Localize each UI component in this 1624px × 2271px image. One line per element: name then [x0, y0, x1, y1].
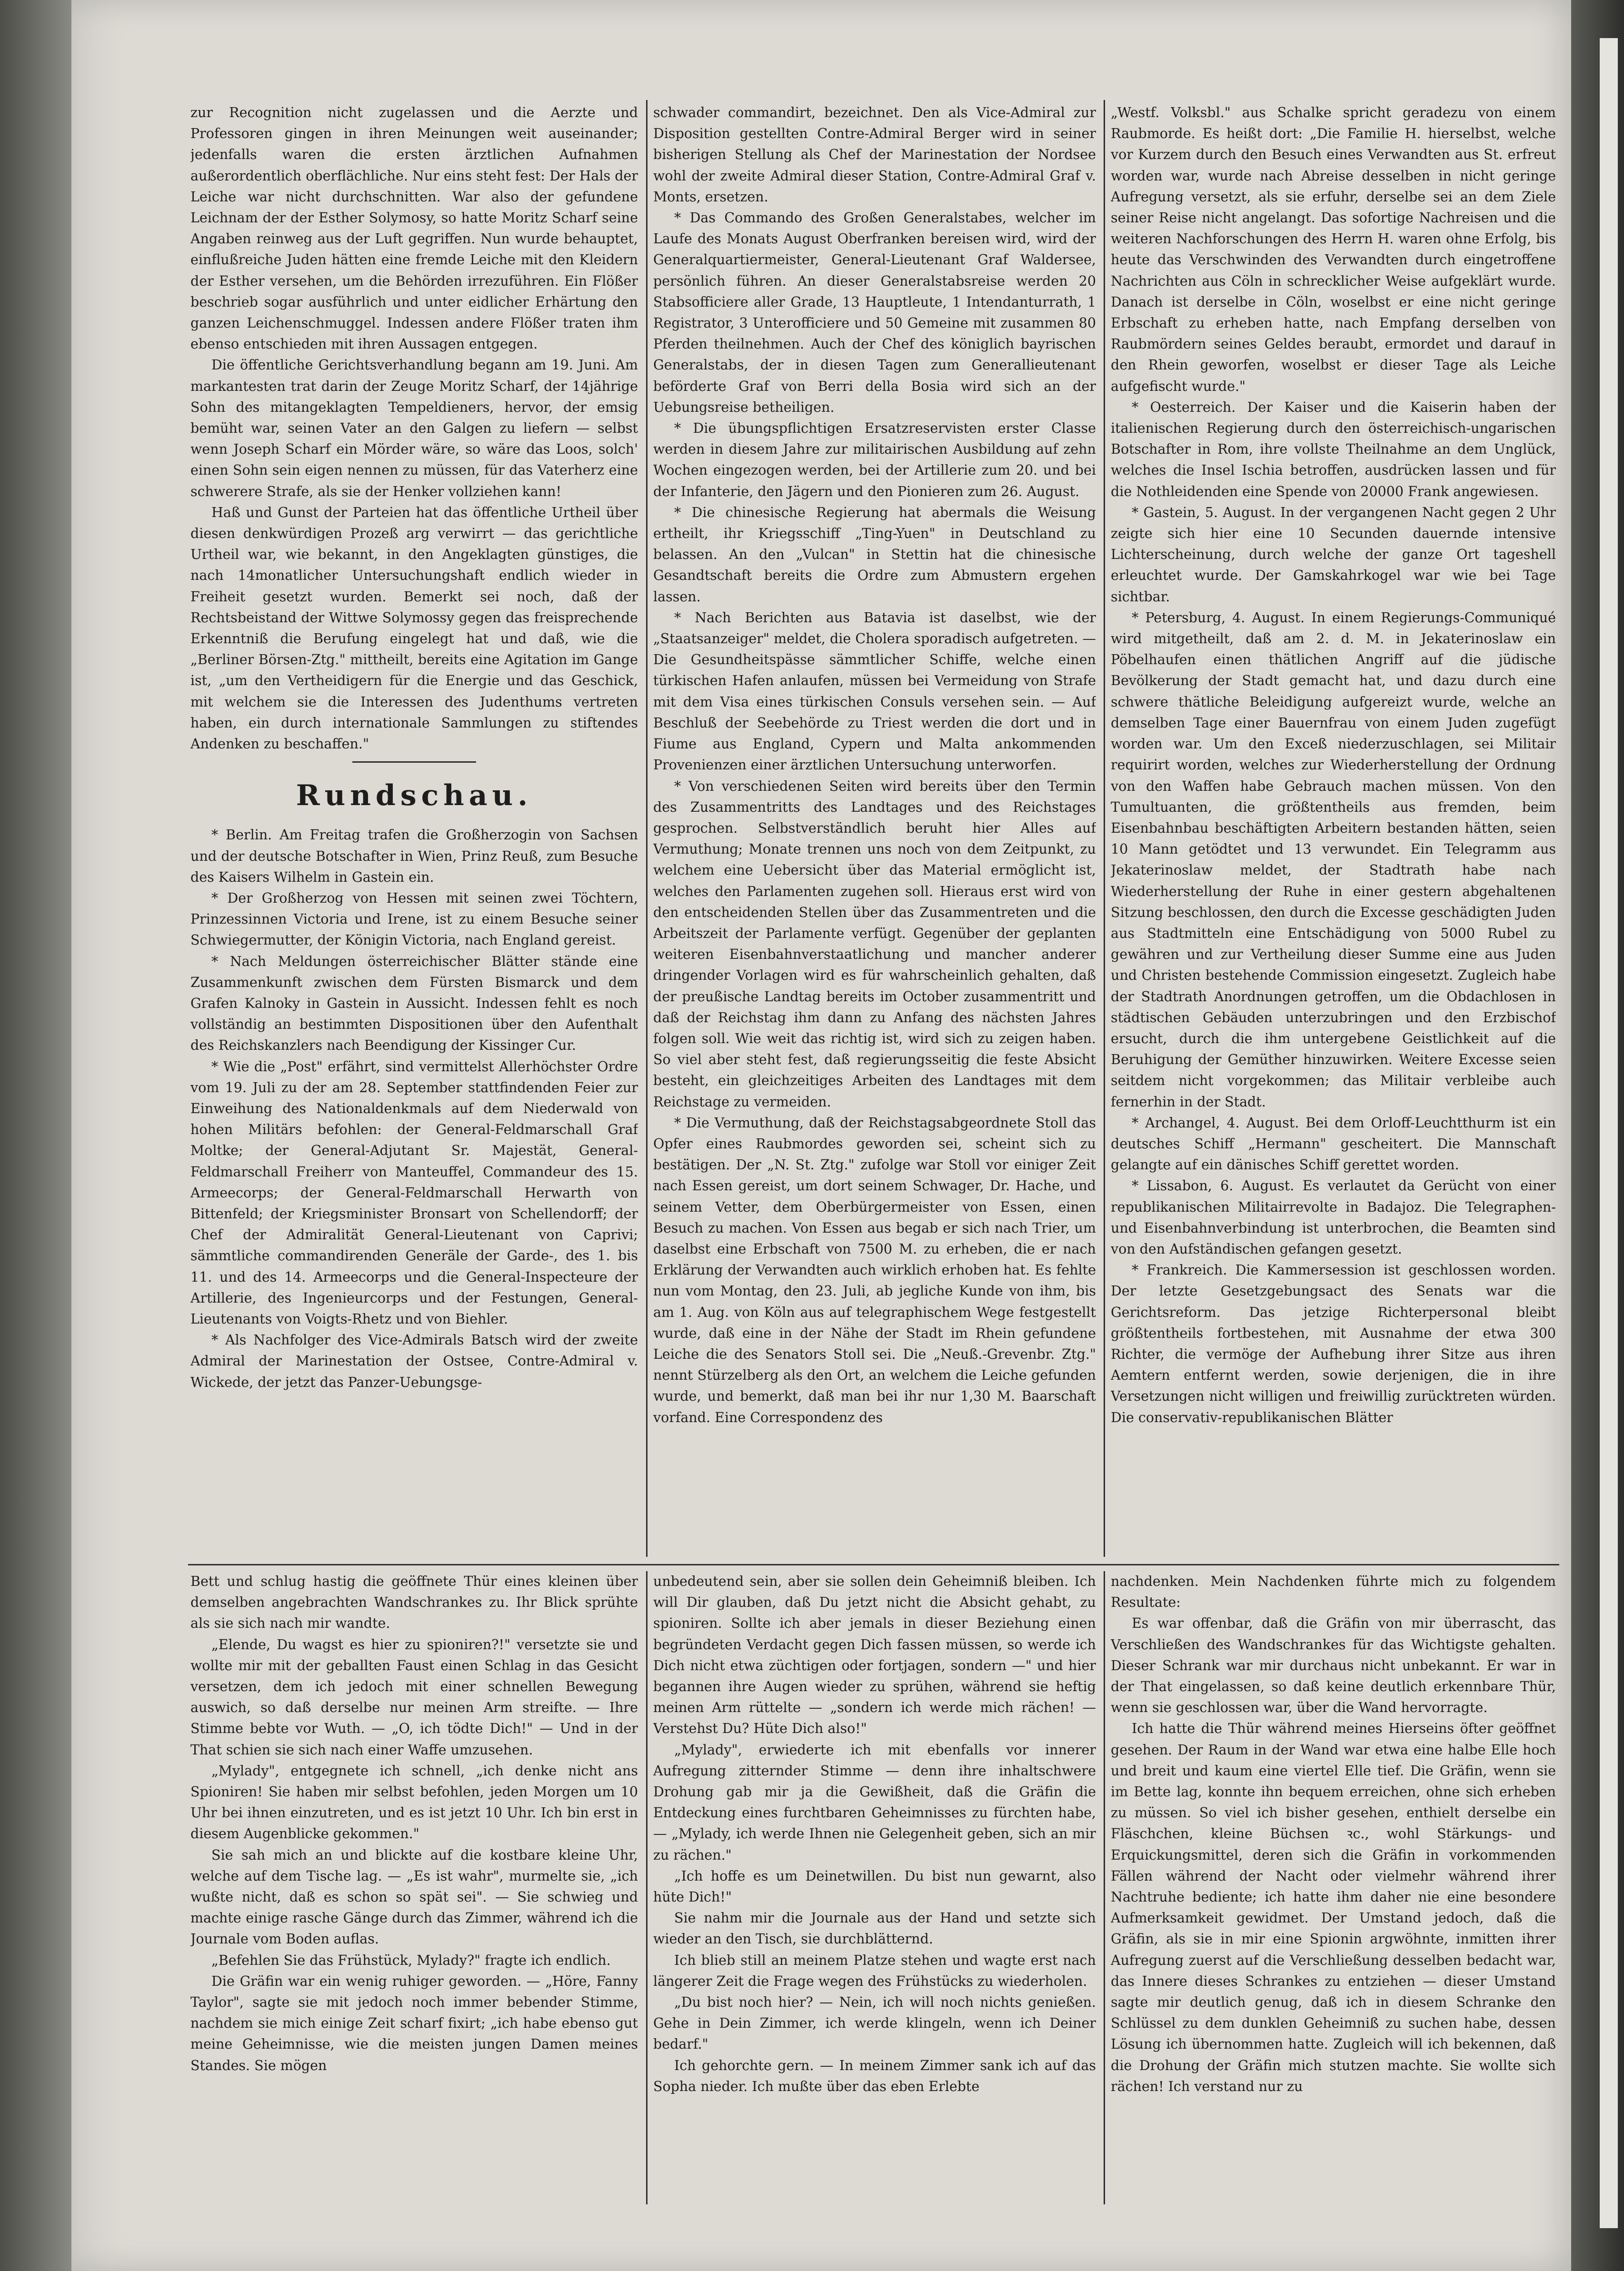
paragraph: „Elende, Du wagst es hier zu spioniren?!" versetzte sie und wollte mir mit der geballten Faust einen Schlag in das Gesicht versetzen, dem ich jedoch mit einer schnellen Bewegung auswich, so daß derselbe nur meinen Arm streifte. — Ihre Stimme bebte vor Wuth. — „O, ich tödte Dich!" — Und in der That schien sie sich nach einer Waffe umzusehen.	[190, 1636, 638, 1758]
paragraph: Die öffentliche Gerichtsverhandlung begann am 19. Juni. Am markantesten trat darin der Zeuge Moritz Scharf, der 14jährige Sohn des mitangeklagten Tempeldieners, hervor, der emsig bemüht war, seinen Vater an den Galgen zu liefern — selbst wenn Joseph Scharf ein Mörder wäre, so wäre das Loos, solch' einen Sohn sein eigen nennen zu müssen, für das Vaterherz eine schwerere Strafe, als sie der Henker vollziehen kann!	[190, 357, 638, 499]
paragraph: „Du bist noch hier? — Nein, ich will noch nichts genießen. Gehe in Dein Zimmer, ich werde klingeln, wenn ich Deiner bedarf."	[653, 1994, 1096, 2052]
paragraph: * Nach Berichten aus Batavia ist daselbst, wie der „Staatsanzeiger" meldet, die Cholera sporadisch aufgetreten. — Die Gesundheitspässe sämmtlicher Schiffe, welche einen türkischen Hafen anlaufen, müssen bei Vermeidung von Strafe mit dem Visa eines türkischen Consuls versehen sein. — Auf Beschluß der Seebehörde zu Triest werden die dort und in Fiume aus England, Cypern und Malta ankommenden Provenienzen einer ärztlichen Untersuchung unterworfen.	[653, 609, 1096, 773]
paragraph: * Die chinesische Regierung hat abermals die Weisung ertheilt, ihr Kriegsschiff „Ting-Yuen" in Deutschland zu belassen. An den „Vulcan" in Stettin hat die chinesische Gesandtschaft bereits die Ordre zum Abmustern ergehen lassen.	[653, 504, 1096, 605]
paragraph: Die Gräfin war ein wenig ruhiger geworden. — „Höre, Fanny Taylor", sagte sie mit jedoch noch immer bebender Stimme, nachdem sie mich einige Zeit scharf fixirt; „ich habe ebenso gut meine Geheimnisse, wie die meisten jungen Damen meines Standes. Sie mögen	[190, 1973, 638, 2073]
section-heading: Rundschau.	[296, 779, 533, 813]
paragraph: Haß und Gunst der Parteien hat das öffentliche Urtheil über diesen denkwürdigen Prozeß arg verwirrt — das gerichtliche Urtheil war, wie bekannt, in den Angeklagten günstiges, die nach 14monatlicher Untersuchungshaft endlich wieder in Freiheit gesetzt wurden. Bemerkt sei noch, daß der Rechtsbeistand der Wittwe Solymossy gegen das freisprechende Erkenntniß die Berufung eingelegt hat und daß, wie die „Berliner Börsen-Ztg." mittheilt, bereits eine Agitation im Gange ist, „um den Vertheidigern für die Energie und das Geschick, mit welchem sie die Interessen des Judenthums vertreten haben, ein durch internationale Sammlungen zu stiftendes Andenken zu beschaffen."	[190, 504, 638, 752]
paragraph: „Mylady", erwiederte ich mit ebenfalls vor innerer Aufregung zitternder Stimme — denn ihre inhaltschwere Drohung gab mir ja die Gewißheit, daß die Gräfin die Entdeckung eines furchtbaren Geheimnisses zu fürchten habe, — „Mylady, ich werde Ihnen nie Gelegenheit geben, sich an mir zu rächen."	[653, 1742, 1096, 1863]
paragraph: * Frankreich. Die Kammersession ist geschlossen worden. Der letzte Gesetzgebungsact des Senats war die Gerichtsreform. Das jetzige Richterpersonal bleibt größtentheils fortbestehen, mit Ausnahme der etwa 300 Richter, die vermöge der Aufhebung ihrer Sitze aus ihren Aemtern entfernt werden, sowie derjenigen, die in ihre Versetzungen nicht willigen und freiwillig zurücktreten würden. Die conservativ-republikanischen Blätter	[1111, 1262, 1556, 1425]
paragraph: Ich hatte die Thür während meines Hierseins öfter geöffnet gesehen. Der Raum in der Wand war etwa eine halbe Elle hoch und breit und kaum eine viertel Elle tief. Die Gräfin, wenn sie im Bette lag, konnte ihn bequem erreichen, ohne sich erheben zu müssen. So viel ich bisher gesehen, enthielt derselbe ein Fläschchen, kleine Büchsen ꝛc., wohl Stärkungs- und Erquickungsmittel, deren sich die Gräfin in vorkommenden Fällen während der Nacht oder vielmehr während ihrer Nachtruhe bediente; ich hatte ihm daher nie eine besondere Aufmerksamkeit gewidmet. Der Umstand jedoch, daß die Gräfin, als sie in mir eine Spionin argwöhnte, inmitten ihrer Aufregung zuerst auf die Verschließung desselben bedacht war, das Innere dieses Schrankes zu entziehen — dieser Umstand sagte mir deutlich genug, daß ich in diesem Schranke den Schlüssel zu dem dunklen Geheimniß zu suchen habe, dessen Lösung ich übernommen hatte. Zugleich will ich bekennen, daß die Drohung der Gräfin mich stutzen machte. Sie wollte sich rächen! Ich verstand nur zu	[1111, 1721, 1556, 2094]
paragraph: * Die übungspflichtigen Ersatzreservisten erster Classe werden in diesem Jahre zur militairischen Ausbildung auf zehn Wochen eingezogen werden, bei der Artillerie zum 20. und bei der Infanterie, den Jägern und den Pionieren zum 26. August.	[653, 420, 1096, 499]
paragraph: * Das Commando des Großen Generalstabes, welcher im Laufe des Monats August Oberfranken bereisen wird, wird der Generalquartiermeister, General-Lieutenant Graf Waldersee, persönlich führen. An dieser Generalstabsreise werden 20 Stabsofficiere aller Grade, 13 Hauptleute, 1 Intendanturrath, 1 Registrator, 3 Unterofficiere und 50 Gemeine mit zusammen 80 Pferden theilnehmen. Auch der Chef des königlich bayrischen Generalstabs, der in diesen Tagen zum Generallieutenant beförderte Graf von Berri della Bosia wird sich an der Uebungsreise betheiligen.	[653, 210, 1096, 415]
paragraph: * Als Nachfolger des Vice-Admirals Batsch wird der zweite Admiral der Marinestation der Ostsee, Contre-Admiral v. Wickede, der jetzt das Panzer-Uebungsge-	[190, 1332, 638, 1390]
news-column-1	[190, 102, 638, 1557]
paragraph: * Gastein, 5. August. In der vergangenen Nacht gegen 2 Uhr zeigte sich hier eine 10 Secunden dauernde intensive Lichterscheinung, durch welche der ganze Ort tageshell erleuchtet wurde. Der Gamskahrkogel war wie bei Tage sichtbar.	[1111, 504, 1556, 605]
scan-margin-left	[0, 0, 71, 2271]
paragraph: * Lissabon, 6. August. Es verlautet da Gerücht von einer republikanischen Militairrevolte in Badajoz. Die Telegraphen- und Eisenbahnverbindung ist unterbrochen, die Beamten sind von den Aufständischen gefangen gesetzt.	[1111, 1178, 1556, 1257]
scan-margin-right	[1571, 0, 1624, 2271]
paragraph: schwader commandirt, bezeichnet. Den als Vice-Admiral zur Disposition gestellten Contre-Admiral Berger wird in seiner bisherigen Stellung als Chef der Marinestation der Nordsee wohl der zweite Admiral dieser Station, Contre-Admiral Graf v. Monts, ersetzen.	[653, 105, 1096, 205]
heading-rule	[352, 761, 476, 763]
paragraph: * Nach Meldungen österreichischer Blätter stände eine Zusammenkunft zwischen dem Fürsten Bismarck und dem Grafen Kalnoky in Gastein in Aussicht. Indessen fehlt es noch vollständig an bestimmten Dispositionen über den Aufenthalt des Reichskanzlers nach Beendigung der Kissinger Cur.	[190, 953, 638, 1054]
paragraph: Ich blieb still an meinem Platze stehen und wagte erst nach längerer Zeit die Frage wegen des Frühstücks zu wiederholen.	[653, 1952, 1096, 1989]
paragraph: * Berlin. Am Freitag trafen die Großherzogin von Sachsen und der deutsche Botschafter in Wien, Prinz Reuß, zum Besuche des Kaisers Wilhelm in Gastein ein.	[190, 827, 638, 885]
paragraph: * Petersburg, 4. August. In einem Regierungs-Communiqué wird mitgetheilt, daß am 2. d. M. in Jekaterinoslaw ein Pöbelhaufen einen thätlichen Angriff auf die jüdische Bevölkerung der Stadt gemacht hat, und dazu durch eine schwere thätliche Beleidigung aufgereizt wurde, welche an demselben Tage einer Bauernfrau von einem Juden zugefügt worden war. Um den Exceß niederzuschlagen, sei Militair requirirt worden, welches zur Wiederherstellung der Ordnung von den Waffen habe Gebrauch machen müssen. Von den Tumultuanten, die größtentheils aus fremden, beim Eisenbahnbau beschäftigten Arbeitern bestanden hätten, seien 10 Mann getödtet und 13 verwundet. Ein Telegramm aus Jekaterinoslaw meldet, der Stadtrath habe nach Wiederherstellung der Ruhe in einer gestern abgehaltenen Sitzung beschlossen, den durch die Excesse geschädigten Juden aus Stadtmitteln eine Entschädigung von 5000 Rubel zu gewähren und zur Vertheilung dieser Summe eine aus Juden und Christen bestehende Commission eingesetzt. Zugleich habe der Stadtrath Anordnungen getroffen, um die Obdachlosen in städtischen Gebäuden unterzubringen und den Erzbischof ersucht, durch die ihm untergebene Geistlichkeit auf die Beruhigung der Gemüther hinzuwirken. Weitere Excesse seien seitdem nicht vorgekommen; das Militair verbleibe auch fernerhin in der Stadt.	[1111, 609, 1556, 1110]
paragraph: Sie nahm mir die Journale aus der Hand und setzte sich wieder an den Tisch, sie durchblätternd.	[653, 1910, 1096, 1947]
column-rule	[1104, 1571, 1105, 2204]
column-rule	[646, 100, 648, 1557]
column-rule	[646, 1571, 648, 2204]
paragraph: Bett und schlug hastig die geöffnete Thür eines kleinen über demselben angebrachten Wandschrankes zu. Ihr Blick sprühte als sie sich nach mir wandte.	[190, 1574, 638, 1632]
news-column-3	[1111, 102, 1556, 1557]
paragraph: „Ich hoffe es um Deinetwillen. Du bist nun gewarnt, also hüte Dich!"	[653, 1868, 1096, 1905]
paragraph: „Mylady", entgegnete ich schnell, „ich denke nicht ans Spioniren! Sie haben mir selbst befohlen, jeden Morgen um 10 Uhr bei ihnen einzutreten, und es ist jetzt 10 Uhr. Ich bin erst in diesem Augenblicke gekommen."	[190, 1763, 638, 1842]
column-rule	[1104, 100, 1105, 1557]
paragraph: Sie sah mich an und blickte auf die kostbare kleine Uhr, welche auf dem Tische lag. — „Es ist wahr", murmelte sie, „ich wußte nicht, daß es schon so spät sei". — Sie schwieg und machte einige rasche Gänge durch das Zimmer, während ich die Journale vom Boden auflas.	[190, 1847, 638, 1947]
paragraph: * Wie die „Post" erfährt, sind vermittelst Allerhöchster Ordre vom 19. Juli zu der am 28. September stattfindenden Feier zur Einweihung des Nationaldenkmals auf dem Niederwald von hohen Militärs befohlen: der General-Feldmarschall Graf Moltke; der General-Adjutant Sr. Majestät, General-Feldmarschall Freiherr von Manteuffel, Commandeur des 15. Armeecorps; der General-Feldmarschall Herwarth von Bittenfeld; der Kriegsminister Bronsart von Schellendorff; der Chef der Admiralität General-Lieutenant von Caprivi; sämmtliche commandirenden Generäle der Garde-, des 1. bis 11. und des 14. Armeecorps und die General-Inspecteure der Artillerie, des Ingenieurcorps und der Festungen, General-Lieutenants von Voigts-Rhetz und von Biehler.	[190, 1058, 638, 1327]
paragraph: Es war offenbar, daß die Gräfin von mir überrascht, das Verschließen des Wandschrankes für das Wichtigste gehalten. Dieser Schrank war mir durchaus nicht unbekannt. Er war in der That eingelassen, so daß keine deutlich erkennbare Thür, wenn sie geschlossen war, über die Wand hervorragte.	[1111, 1615, 1556, 1716]
paragraph: zur Recognition nicht zugelassen und die Aerzte und Professoren gingen in ihren Meinungen weit auseinander; jedenfalls waren die ersten ärztlichen Aufnahmen außerordentlich oberflächliche. Nur eins steht fest: Der Hals der Leiche war nicht durchschnitten. War also der gefundene Leichnam der der Esther Solymosy, so hatte Moritz Scharf seine Angaben reinweg aus der Luft gegriffen. Nun wurde behauptet, einflußreiche Juden hätten eine fremde Leiche mit den Kleidern der Esther versehen, um die Behörden irrezuführen. Ein Flößer beschrieb sogar ausführlich und unter eidlicher Erhärtung den ganzen Leichenschmuggel. Indessen andere Flößer traten ihm ebenso entschieden mit ihren Aussagen entgegen.	[190, 105, 638, 352]
feuilleton-column-2	[653, 1571, 1096, 2204]
news-column-2	[653, 102, 1096, 1557]
paragraph: nachdenken. Mein Nachdenken führte mich zu folgendem Resultate:	[1111, 1574, 1556, 1611]
feuilleton-column-3	[1111, 1571, 1556, 2204]
paragraph: * Oesterreich. Der Kaiser und die Kaiserin haben der italienischen Regierung durch den österreichisch-ungarischen Botschafter in Rom, ihre vollste Theilnahme an dem Unglück, welches die Insel Ischia betroffen, ausdrücken lassen und für die Nothleidenden eine Spende von 20000 Frank angewiesen.	[1111, 399, 1556, 499]
paragraph: unbedeutend sein, aber sie sollen dein Geheimniß bleiben. Ich will Dir glauben, daß Du jetzt nicht die Absicht gehabt, zu spioniren. Sollte ich aber jemals in dieser Beziehung einen begründeten Verdacht gegen Dich fassen müssen, so werde ich Dich nicht etwa züchtigen oder fortjagen, sondern —" und hier begannen ihre Augen wieder zu sprühen, während sie heftig meinen Arm rüttelte — „sondern ich werde mich rächen! — Verstehst Du? Hüte Dich also!"	[653, 1574, 1096, 1737]
paragraph: „Befehlen Sie das Frühstück, Mylady?" fragte ich endlich.	[211, 1952, 611, 1968]
paragraph: * Archangel, 4. August. Bei dem Orloff-Leuchtthurm ist ein deutsches Schiff „Hermann" gescheitert. Die Mannschaft gelangte auf ein dänisches Schiff gerettet worden.	[1111, 1115, 1556, 1173]
paragraph: * Der Großherzog von Hessen mit seinen zwei Töchtern, Prinzessinnen Victoria und Irene, ist zu einem Besuche seiner Schwiegermutter, der Königin Victoria, nach England gereist.	[190, 890, 638, 948]
paragraph: * Von verschiedenen Seiten wird bereits über den Termin des Zusammentritts des Landtages und des Reichstages gesprochen. Selbstverständlich beruht hier Alles auf Vermuthung; Monate trennen uns noch von dem Zeitpunkt, zu welchem eine Uebersicht über das Material ermöglicht ist, welches den Parlamenten zugehen soll. Hieraus erst wird von den entscheidenden Stellen über das Zusammentreten und die Arbeitszeit der Parlamente verfügt. Gegenüber der geplanten weiteren Eisenbahnverstaatlichung und mancher anderer dringender Vorlagen wird es für wahrscheinlich gehalten, daß der preußische Landtag bereits im October zusammentritt und daß der Reichstag ihm dann zu Anfang des nächsten Jahres folgen soll. Wie weit das richtig ist, wird sich zu zeigen haben. So viel aber steht fest, daß regierungsseitig die feste Absicht besteht, ein gleichzeitiges Arbeiten des Landtages mit dem Reichstage zu vermeiden.	[653, 778, 1096, 1110]
paragraph: * Die Vermuthung, daß der Reichstagsabgeordnete Stoll das Opfer eines Raubmordes geworden sei, scheint sich zu bestätigen. Der „N. St. Ztg." zufolge war Stoll vor einiger Zeit nach Essen gereist, um dort seinem Schwager, Dr. Hache, und seinem Vetter, dem Oberbürgermeister von Essen, einen Besuch zu machen. Von Essen aus begab er sich nach Trier, um daselbst eine Erbschaft von 7500 M. zu erheben, die er nach Erklärung der Verwandten auch wirklich erhoben hat. Es fehlte nun vom Montag, den 23. Juli, ab jegliche Kunde von ihm, bis am 1. Aug. von Köln aus auf telegraphischem Wege festgestellt wurde, daß eine in der Nähe der Stadt im Rhein gefundene Leiche die des Senators Stoll sei. Die „Neuß.-Grevenbr. Ztg." nennt Stürzelberg als den Ort, an welchem die Leiche gefunden wurde, und bemerkt, daß man bei ihr nur 1,30 M. Baarschaft vorfand. Eine Correspondenz des	[653, 1115, 1096, 1425]
paragraph: Ich gehorchte gern. — In meinem Zimmer sank ich auf das Sopha nieder. Ich mußte über das eben Erlebte	[653, 2057, 1096, 2094]
paragraph: „Westf. Volksbl." aus Schalke spricht geradezu von einem Raubmorde. Es heißt dort: „Die Familie H. hierselbst, welche vor Kurzem durch den Besuch eines Verwandten aus St. erfreut worden war, wurde nach Abreise desselben in nicht geringe Aufregung versetzt, als sie erfuhr, derselbe sei an dem Ziele seiner Reise nicht angelangt. Das sofortige Nachreisen und die weiteren Nachforschungen des Herrn H. waren ohne Erfolg, bis heute das Verschwinden des Verwandten durch eingetroffene Nachrichten aus Cöln in schrecklicher Weise aufgeklärt wurde. Danach ist derselbe in Cöln, woselbst er eine nicht geringe Erbschaft zu erheben hatte, nach Empfang derselben von Raubmördern seines Geldes beraubt, ermordet und darauf in den Rhein geworfen, woselbst er dieser Tage als Leiche aufgefischt wurde."	[1111, 105, 1556, 394]
feuilleton-rule	[188, 1564, 1559, 1565]
feuilleton-column-1	[190, 1571, 638, 2204]
